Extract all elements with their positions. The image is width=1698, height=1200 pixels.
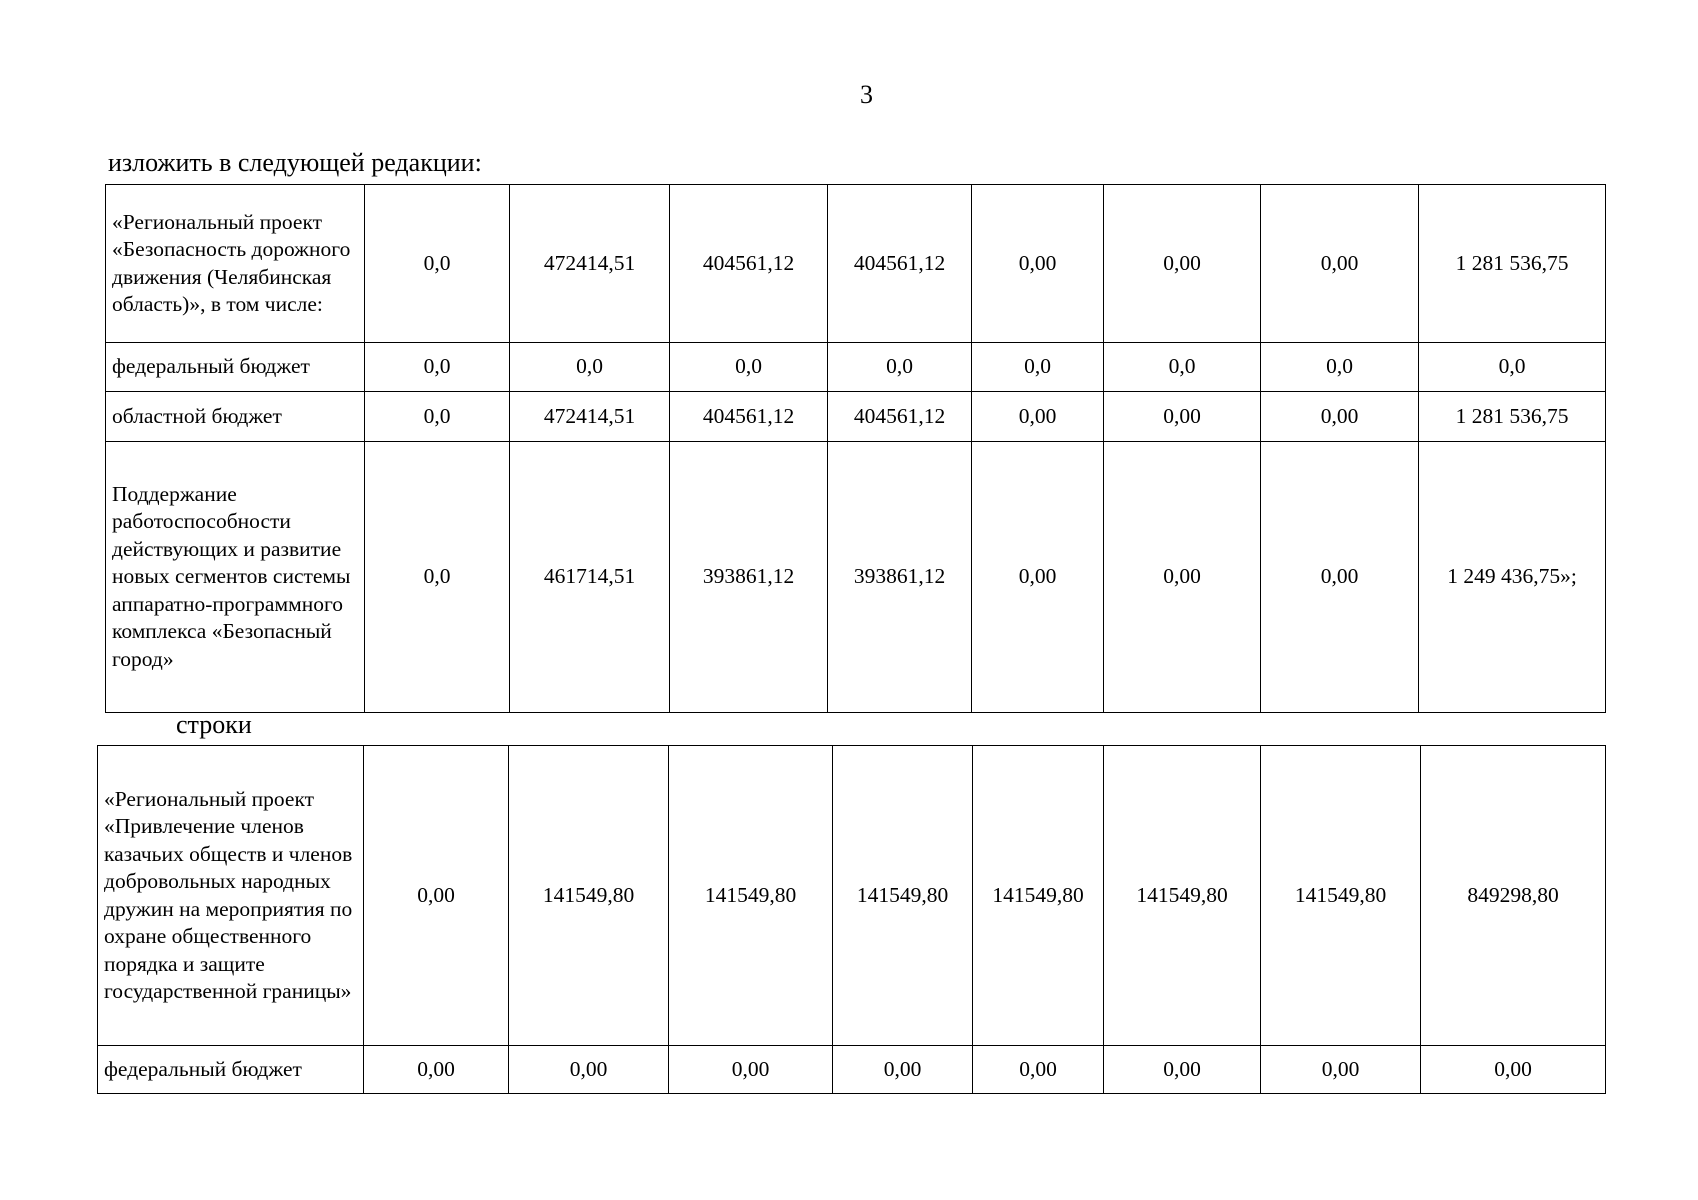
cell-value: 0,0	[365, 185, 510, 343]
cell-value: 0,00	[1104, 392, 1261, 442]
cell-value: 0,0	[670, 343, 828, 392]
cell-value: 0,0	[972, 343, 1104, 392]
cell-value: 0,0	[1261, 343, 1419, 392]
cell-value: 0,0	[828, 343, 972, 392]
cell-value: 0,00	[972, 392, 1104, 442]
cell-value: 0,0	[365, 392, 510, 442]
cell-value: 0,00	[833, 1046, 973, 1094]
cell-value: 0,00	[1261, 1046, 1421, 1094]
cell-value: 0,0	[510, 343, 670, 392]
cell-value: 393861,12	[828, 442, 972, 713]
row-name: «Региональный проект «Безопасность дорожного движения (Челябинская область)», в том числе:	[106, 185, 365, 343]
row-name: федеральный бюджет	[106, 343, 365, 392]
cell-value: 0,00	[364, 1046, 509, 1094]
cell-value: 0,00	[509, 1046, 669, 1094]
cell-value: 472414,51	[510, 185, 670, 343]
cell-value: 1 281 536,75	[1419, 392, 1606, 442]
page-number: 3	[860, 80, 873, 109]
cell-value: 461714,51	[510, 442, 670, 713]
cell-value: 0,00	[972, 442, 1104, 713]
cell-value: 0,00	[1421, 1046, 1606, 1094]
cell-value: 0,00	[973, 1046, 1104, 1094]
cell-value: 0,0	[1104, 343, 1261, 392]
cell-value: 0,00	[1261, 442, 1419, 713]
cell-value: 393861,12	[670, 442, 828, 713]
row-name: «Региональный проект «Привлечение членов казачьих обществ и членов добровольных народных дружин на мероприятия по охране общественного порядка и защите государственной границы»	[98, 746, 364, 1046]
cell-value: 404561,12	[670, 185, 828, 343]
cell-value: 0,0	[365, 442, 510, 713]
cell-value: 141549,80	[669, 746, 833, 1046]
cell-value: 141549,80	[973, 746, 1104, 1046]
cell-value: 0,00	[669, 1046, 833, 1094]
table-row	[106, 343, 1606, 392]
cell-value: 0,00	[1104, 442, 1261, 713]
budget-table-1	[105, 184, 1606, 713]
table-row	[106, 185, 1606, 343]
row-name: областной бюджет	[106, 392, 365, 442]
cell-value: 141549,80	[1104, 746, 1261, 1046]
cell-value: 472414,51	[510, 392, 670, 442]
cell-value: 0,00	[364, 746, 509, 1046]
row-name: федеральный бюджет	[98, 1046, 364, 1094]
table-row	[106, 442, 1606, 713]
cell-value: 0,0	[365, 343, 510, 392]
cell-value: 404561,12	[828, 185, 972, 343]
cell-value: 404561,12	[670, 392, 828, 442]
table-row	[98, 746, 1606, 1046]
cell-value: 0,00	[1261, 392, 1419, 442]
cell-value: 404561,12	[828, 392, 972, 442]
cell-value: 141549,80	[509, 746, 669, 1046]
cell-value: 0,00	[1104, 1046, 1261, 1094]
row-name: Поддержание работоспособности действующих и развитие новых сегментов системы аппаратно-программного комплекса «Безопасный город»	[106, 442, 365, 713]
cell-value: 141549,80	[833, 746, 973, 1046]
cell-value: 0,00	[1104, 185, 1261, 343]
intro-label: изложить в следующей редакции:	[108, 148, 482, 177]
cell-value: 0,00	[972, 185, 1104, 343]
cell-value: 0,0	[1419, 343, 1606, 392]
table-row	[106, 392, 1606, 442]
cell-value: 141549,80	[1261, 746, 1421, 1046]
cell-value: 1 281 536,75	[1419, 185, 1606, 343]
section-label: строки	[176, 710, 252, 739]
budget-table-2	[97, 745, 1606, 1094]
cell-value: 849298,80	[1421, 746, 1606, 1046]
cell-value: 0,00	[1261, 185, 1419, 343]
cell-value: 1 249 436,75»;	[1419, 442, 1606, 713]
table-row	[98, 1046, 1606, 1094]
